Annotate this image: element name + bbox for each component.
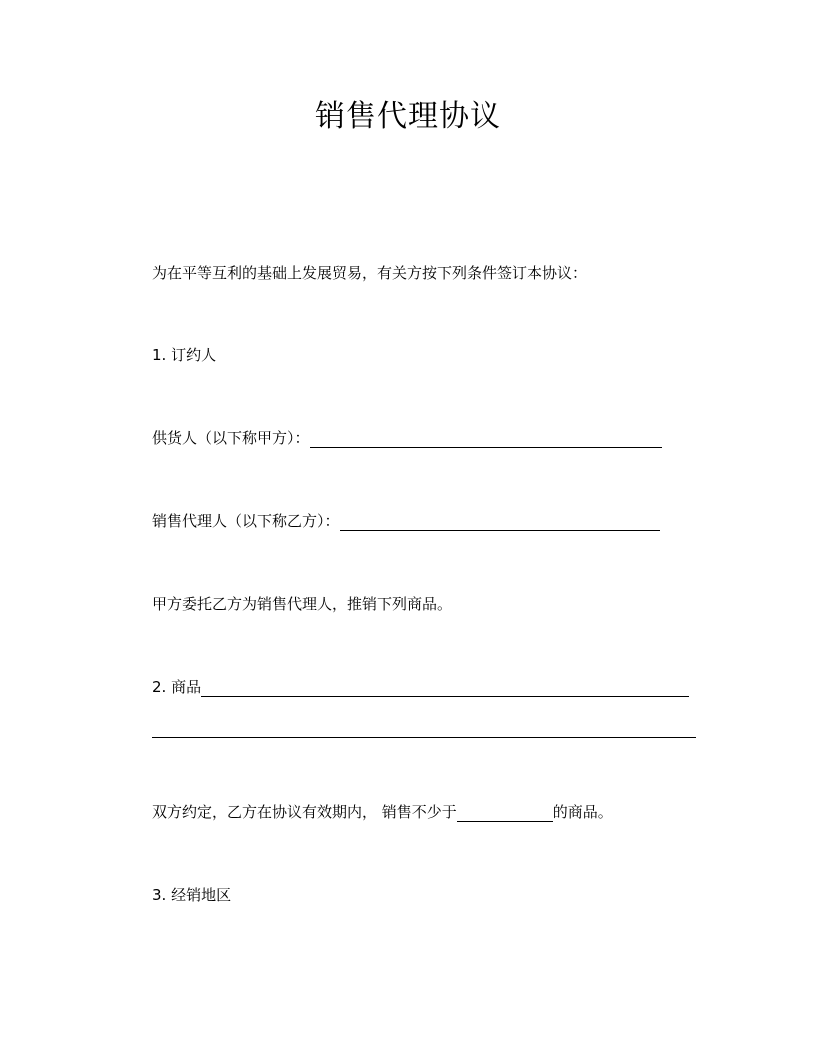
section-2-heading (152, 677, 689, 697)
intro-text: 为在平等互利的基础上发展贸易，有关方按下列条件签订本协议： (152, 264, 588, 282)
document-title: 销售代理协议 (315, 99, 501, 134)
quantity-suffix-text: 的商品。 (552, 803, 613, 821)
intro-paragraph (152, 263, 587, 283)
agent-blank-field[interactable] (340, 512, 660, 531)
entrust-paragraph (152, 594, 452, 614)
entrust-text: 甲方委托乙方为销售代理人，推销下列商品。 (152, 595, 453, 613)
section-1-heading (152, 345, 216, 365)
supplier-line (152, 428, 662, 448)
section-1-heading-text: 1. 订约人 (152, 346, 217, 364)
quantity-blank-field[interactable] (457, 803, 553, 822)
agent-line (152, 511, 660, 531)
quantity-paragraph (152, 802, 613, 822)
goods-blank-field[interactable] (201, 678, 689, 697)
section-3-heading-text: 3. 经销地区 (152, 886, 232, 904)
section-3-heading (152, 885, 231, 905)
supplier-blank-field[interactable] (310, 429, 662, 448)
agent-label: 销售代理人（以下称乙方）： (152, 512, 340, 530)
quantity-prefix-text: 双方约定，乙方在协议有效期内， 销售不少于 (152, 803, 457, 821)
goods-blank-field-line-2[interactable] (152, 737, 696, 738)
section-2-heading-text: 2. 商品 (152, 678, 202, 696)
supplier-label: 供货人（以下称甲方）： (152, 429, 310, 447)
